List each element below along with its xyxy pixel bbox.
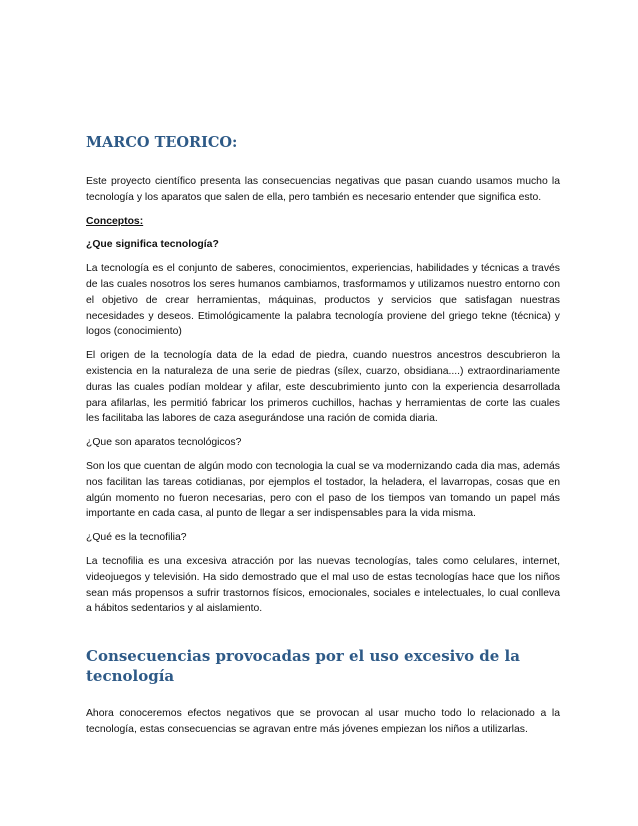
- paragraph-tecnologia-definicion: La tecnología es el conjunto de saberes, conocimientos, experiencias, habilidades y técnicas a través de las cuales nosotros los seres humanos cambiamos, trasformamos y utilizamos nuestro entorno con el objetivo de crear herramientas, máquinas, productos y servicios que satisfagan nuestras necesidades y deseos. Etimológicamente la palabra tecnología proviene del griego tekne (técnica) y logos (conocimiento): [86, 263, 560, 338]
- intro-paragraph: Este proyecto científico presenta las consecuencias negativas que pasan cuando usamos mucho la tecnología y los aparatos que salen de ella, pero también es necesario entender que significa esto.: [86, 176, 560, 203]
- paragraph-consecuencias: Ahora conoceremos efectos negativos que se provocan al usar mucho todo lo relacionado a la tecnología, estas consecuencias se agravan entre más jóvenes empiezan los niños a utilizarlas.: [86, 708, 560, 735]
- heading-marco-teorico: MARCO TEORICO:: [86, 134, 238, 151]
- conceptos-label: [86, 214, 560, 230]
- document-body: [86, 133, 560, 746]
- conceptos-text: Conceptos:: [86, 215, 144, 227]
- paragraph-aparatos: Son los que cuentan de algún modo con tecnologia la cual se va modernizando cada dia mas, además nos facilitan las tareas cotidianas, por ejemplos el tostador, la heladera, el lavarropas, cosas que en algún momento no fueron necesarias, pero con el paso de los tiempos van tomando un papel más importante en cada casa, al punto de llegar a ser indispensables para la vida misma.: [86, 460, 560, 520]
- question-tecnologia: ¿Que significa tecnología?: [86, 239, 219, 251]
- paragraph-origen-tecnologia: El origen de la tecnología data de la edad de piedra, cuando nuestros ancestros descubrieron la existencia en la naturaleza de una serie de piedras (sílex, cuarzo, obsidiana....) extraordinariamente duras las cuales podían moldear y afilar, este descubrimiento junto con la experiencia desarrollada para afilarlas, les permitió fabricar los primeros cuchillos, hachas y herramientas de corte las cuales les facilitaba las labores de caza asegurándose una ración de comida diaria.: [86, 350, 560, 425]
- heading-consecuencias: Consecuencias provocadas por el uso excesivo de la tecnología: [86, 647, 520, 686]
- question-aparatos: ¿Que son aparatos tecnológicos?: [86, 437, 242, 449]
- paragraph-tecnofilia: La tecnofilia es una excesiva atracción por las nuevas tecnologías, tales como celulares, internet, videojuegos y televisión. Ha sido demostrado que el mal uso de estas tecnologías hace que los niños sean más propensos a sufrir trastornos físicos, emocionales, sociales e intelectuales, lo cual conlleva a hábitos sedentarios y al aislamiento.: [86, 555, 560, 615]
- question-tecnofilia: ¿Qué es la tecnofilia?: [86, 532, 187, 544]
